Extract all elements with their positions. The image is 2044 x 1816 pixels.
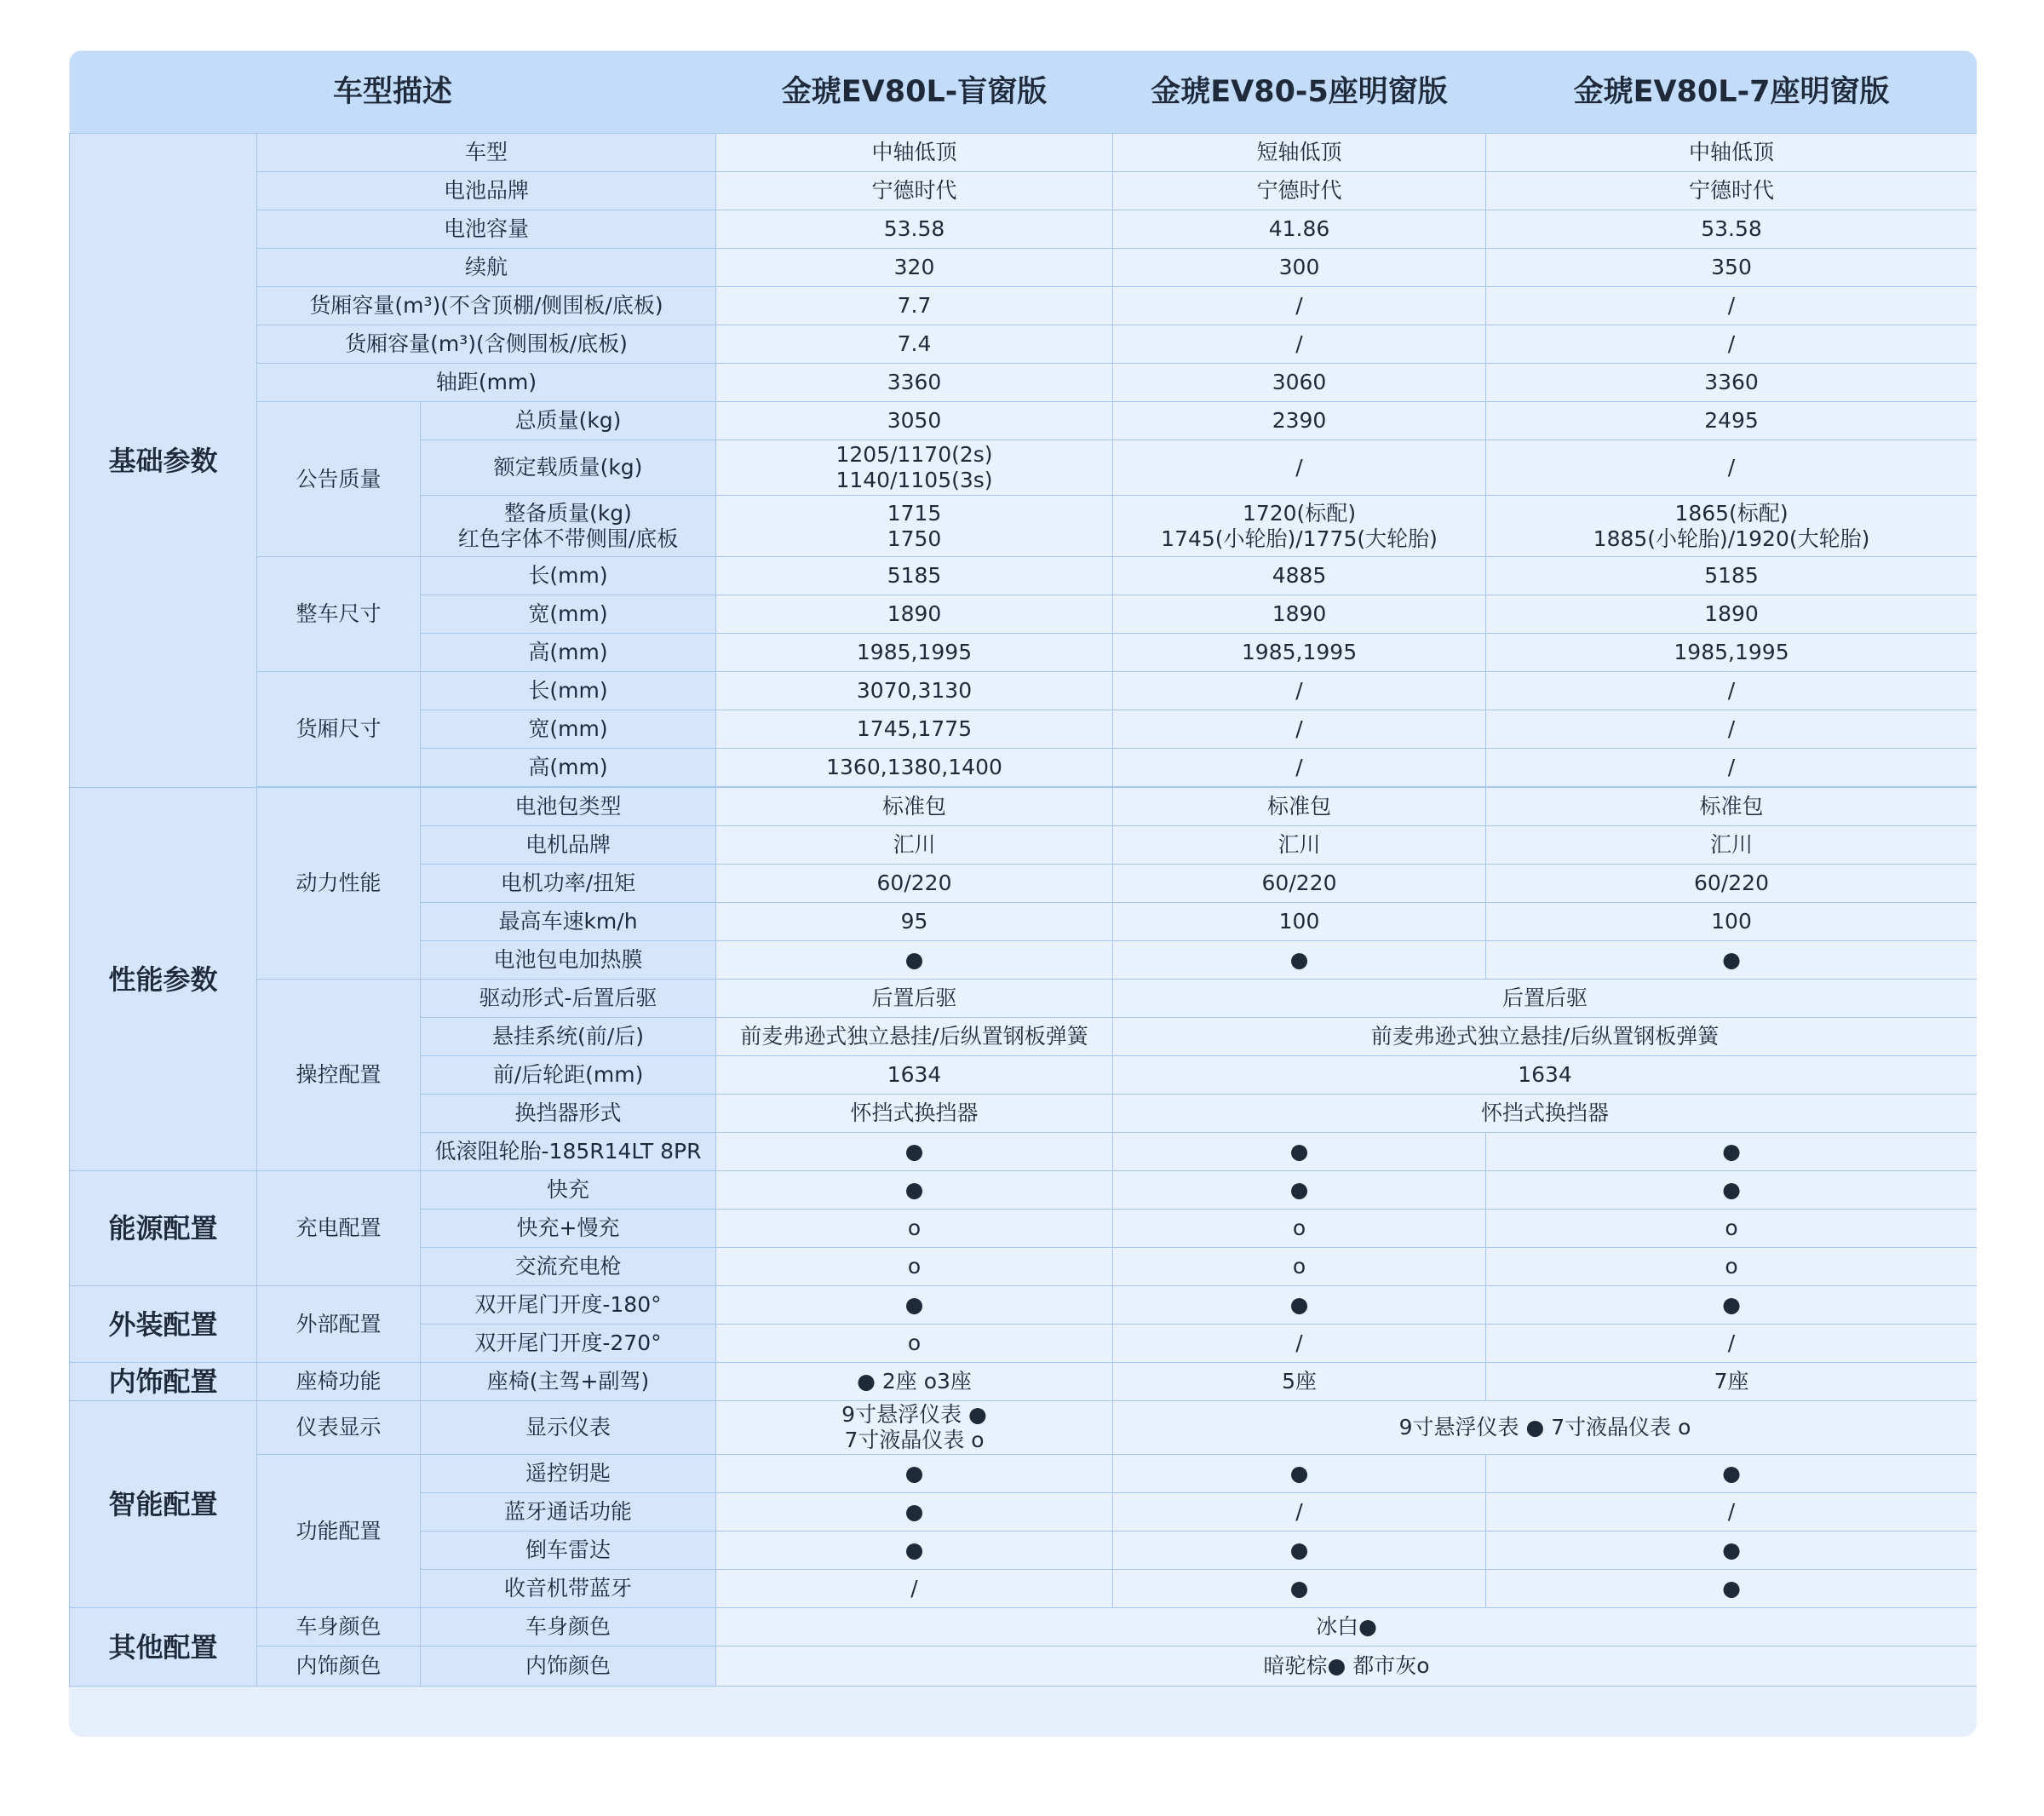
cell-value: / <box>716 1570 1113 1608</box>
cell-value: ● <box>1113 1570 1486 1608</box>
cell-value: 53.58 <box>716 210 1113 249</box>
row-label: 驱动形式-后置后驱 <box>421 980 716 1018</box>
cell-value: ● <box>1113 1286 1486 1325</box>
cell-value: 短轴低顶 <box>1113 134 1486 172</box>
cell-value: ● <box>1486 1455 1977 1493</box>
row-label: 快充 <box>421 1171 716 1210</box>
cell-value: o <box>716 1248 1113 1286</box>
cell-value: / <box>1486 672 1977 710</box>
cell-value: 怀挡式换挡器 <box>716 1095 1113 1133</box>
cell-value: 60/220 <box>1486 865 1977 903</box>
cell-value: 中轴低顶 <box>716 134 1113 172</box>
table-row <box>70 325 1978 364</box>
cell-value: 2390 <box>1113 402 1486 440</box>
row-label: 电机功率/扭矩 <box>421 865 716 903</box>
row-label: 前/后轮距(mm) <box>421 1056 716 1095</box>
row-label: 电机品牌 <box>421 826 716 865</box>
table-row <box>70 1401 1978 1455</box>
cell-value: / <box>1113 440 1486 496</box>
cell-value-merged: 怀挡式换挡器 <box>1113 1095 1977 1133</box>
row-label: 内饰颜色 <box>421 1646 716 1687</box>
cell-value: 1745,1775 <box>716 710 1113 749</box>
table-row <box>70 402 1978 440</box>
row-label: 最高车速km/h <box>421 903 716 941</box>
row-label: 宽(mm) <box>421 710 716 749</box>
cell-value: / <box>1113 1493 1486 1532</box>
row-label <box>421 496 716 557</box>
section-basic: 基础参数 <box>70 134 257 788</box>
cell-value: 1360,1380,1400 <box>716 749 1113 787</box>
table-row <box>70 1363 1978 1401</box>
label-line: 红色字体不带侧围/底板 <box>457 526 679 551</box>
row-label: 总质量(kg) <box>421 402 716 440</box>
row-label: 快充+慢充 <box>421 1210 716 1248</box>
cell-value: 7座 <box>1486 1363 1977 1401</box>
cell-value: / <box>1113 287 1486 325</box>
subgroup-instrument: 仪表显示 <box>257 1401 421 1455</box>
cell-value: 5185 <box>1486 557 1977 595</box>
row-label: 交流充电枪 <box>421 1248 716 1286</box>
cell-line: 9寸悬浮仪表 ● <box>841 1402 987 1427</box>
row-label: 低滚阻轮胎-185R14LT 8PR <box>421 1133 716 1171</box>
cell-value: o <box>1486 1248 1977 1286</box>
spec-table-container <box>69 50 1977 1737</box>
subgroup-seat-func: 座椅功能 <box>257 1363 421 1401</box>
cell-value: 4885 <box>1113 557 1486 595</box>
cell-value: ● <box>716 1493 1113 1532</box>
subgroup-power: 动力性能 <box>257 788 421 980</box>
table-row <box>70 134 1978 172</box>
section-energy: 能源配置 <box>70 1171 257 1286</box>
cell-value: 100 <box>1113 903 1486 941</box>
cell-value: 中轴低顶 <box>1486 134 1977 172</box>
subgroup-charging: 充电配置 <box>257 1171 421 1286</box>
cell-value: 3050 <box>716 402 1113 440</box>
cell-value <box>716 1401 1113 1455</box>
row-label: 双开尾门开度-180° <box>421 1286 716 1325</box>
table-row <box>70 788 1978 826</box>
subgroup-vehicle-dims: 整车尺寸 <box>257 557 421 672</box>
row-label: 轴距(mm) <box>257 364 716 402</box>
spec-table <box>69 50 1977 1687</box>
cell-value: ● 2座 o3座 <box>716 1363 1113 1401</box>
table-row <box>70 672 1978 710</box>
cell-value: o <box>1113 1210 1486 1248</box>
cell-line: 1140/1105(3s) <box>835 468 993 492</box>
cell-value: 5185 <box>716 557 1113 595</box>
cell-value-merged: 冰白● <box>716 1608 1977 1646</box>
row-label: 高(mm) <box>421 634 716 672</box>
table-row <box>70 1171 1978 1210</box>
cell-value: 5座 <box>1113 1363 1486 1401</box>
cell-line: 1205/1170(2s) <box>835 442 993 467</box>
cell-value: ● <box>1113 1455 1486 1493</box>
cell-value: / <box>1113 325 1486 364</box>
cell-value: 后置后驱 <box>716 980 1113 1018</box>
cell-value-merged: 暗驼棕● 都市灰o <box>716 1646 1977 1687</box>
row-label: 高(mm) <box>421 749 716 787</box>
row-label: 电池容量 <box>257 210 716 249</box>
cell-line: 1750 <box>887 526 942 551</box>
subgroup-body-color: 车身颜色 <box>257 1608 421 1646</box>
table-row <box>70 1455 1978 1493</box>
cell-value: 60/220 <box>716 865 1113 903</box>
row-label: 显示仪表 <box>421 1401 716 1455</box>
cell-value: ● <box>1486 1171 1977 1210</box>
cell-value-merged: 前麦弗逊式独立悬挂/后纵置钢板弹簧 <box>1113 1018 1977 1056</box>
cell-line: 7寸液晶仪表 o <box>844 1428 985 1452</box>
cell-value: 350 <box>1486 249 1977 287</box>
subgroup-announce-mass: 公告质量 <box>257 402 421 557</box>
table-row <box>70 1608 1978 1646</box>
cell-value: 53.58 <box>1486 210 1977 249</box>
table-row <box>70 172 1978 210</box>
cell-value: / <box>1486 287 1977 325</box>
cell-value: 7.4 <box>716 325 1113 364</box>
cell-value: 41.86 <box>1113 210 1486 249</box>
cell-value: o <box>716 1325 1113 1363</box>
cell-value: / <box>1113 672 1486 710</box>
table-row <box>70 287 1978 325</box>
row-label: 货厢容量(m³)(不含顶棚/侧围板/底板) <box>257 287 716 325</box>
row-label: 电池品牌 <box>257 172 716 210</box>
cell-line: 1720(标配) <box>1242 500 1357 526</box>
cell-value-merged: 1634 <box>1113 1056 1977 1095</box>
cell-value: / <box>1486 1325 1977 1363</box>
cell-value: / <box>1486 1493 1977 1532</box>
section-other: 其他配置 <box>70 1608 257 1687</box>
subgroup-external: 外部配置 <box>257 1286 421 1363</box>
table-row <box>70 980 1978 1018</box>
cell-value: ● <box>1113 941 1486 980</box>
cell-line: 1865(标配) <box>1674 500 1788 526</box>
subgroup-cargo-dims: 货厢尺寸 <box>257 672 421 787</box>
row-label: 悬挂系统(前/后) <box>421 1018 716 1056</box>
table-row <box>70 364 1978 402</box>
row-label: 货厢容量(m³)(含侧围板/底板) <box>257 325 716 364</box>
cell-value: 标准包 <box>1113 788 1486 826</box>
subgroup-handling: 操控配置 <box>257 980 421 1171</box>
cell-value: ● <box>1486 1133 1977 1171</box>
cell-value: 宁德时代 <box>1486 172 1977 210</box>
table-row <box>70 210 1978 249</box>
row-label: 换挡器形式 <box>421 1095 716 1133</box>
cell-value: 标准包 <box>1486 788 1977 826</box>
cell-value: ● <box>716 1455 1113 1493</box>
cell-value: 320 <box>716 249 1113 287</box>
cell-value: 3070,3130 <box>716 672 1113 710</box>
cell-value: 1985,1995 <box>1113 634 1486 672</box>
row-label: 遥控钥匙 <box>421 1455 716 1493</box>
row-label: 额定载质量(kg) <box>421 440 716 496</box>
cell-value: ● <box>716 1532 1113 1570</box>
row-label: 车型 <box>257 134 716 172</box>
cell-value-merged: 9寸悬浮仪表 ● 7寸液晶仪表 o <box>1113 1401 1977 1455</box>
cell-value <box>1486 496 1977 557</box>
cell-value: ● <box>716 941 1113 980</box>
cell-value: 1890 <box>1486 595 1977 634</box>
row-label: 蓝牙通话功能 <box>421 1493 716 1532</box>
cell-value: / <box>1486 710 1977 749</box>
cell-value: o <box>1113 1248 1486 1286</box>
cell-value: 宁德时代 <box>716 172 1113 210</box>
row-label: 倒车雷达 <box>421 1532 716 1570</box>
row-label: 双开尾门开度-270° <box>421 1325 716 1363</box>
cell-line: 1885(小轮胎)/1920(大轮胎) <box>1593 526 1870 551</box>
cell-value: 汇川 <box>1113 826 1486 865</box>
cell-value: ● <box>1113 1171 1486 1210</box>
cell-value: ● <box>716 1133 1113 1171</box>
cell-line: 1715 <box>887 500 942 526</box>
section-exterior: 外装配置 <box>70 1286 257 1363</box>
cell-value <box>716 440 1113 496</box>
cell-value: 95 <box>716 903 1113 941</box>
cell-value: / <box>1486 749 1977 787</box>
cell-value: 7.7 <box>716 287 1113 325</box>
section-performance: 性能参数 <box>70 788 257 1171</box>
cell-value: o <box>1486 1210 1977 1248</box>
cell-value: 汇川 <box>1486 826 1977 865</box>
cell-value: 60/220 <box>1113 865 1486 903</box>
subgroup-functions: 功能配置 <box>257 1455 421 1608</box>
cell-value: ● <box>1113 1133 1486 1171</box>
cell-value: / <box>1486 440 1977 496</box>
header-model-3: 金琥EV80L-7座明窗版 <box>1486 51 1977 134</box>
label-line: 整备质量(kg) <box>504 500 632 526</box>
section-interior: 内饰配置 <box>70 1363 257 1401</box>
cell-value: ● <box>716 1286 1113 1325</box>
cell-value: o <box>716 1210 1113 1248</box>
table-row <box>70 1286 1978 1325</box>
cell-line: 1745(小轮胎)/1775(大轮胎) <box>1161 526 1438 551</box>
cell-value: 1985,1995 <box>716 634 1113 672</box>
section-smart: 智能配置 <box>70 1401 257 1608</box>
cell-value: ● <box>1486 1570 1977 1608</box>
cell-value: 300 <box>1113 249 1486 287</box>
row-label: 续航 <box>257 249 716 287</box>
row-label: 电池包电加热膜 <box>421 941 716 980</box>
cell-value: ● <box>1113 1532 1486 1570</box>
header-model-2: 金琥EV80-5座明窗版 <box>1113 51 1486 134</box>
cell-value: 1634 <box>716 1056 1113 1095</box>
cell-value-merged: 后置后驱 <box>1113 980 1977 1018</box>
row-label: 车身颜色 <box>421 1608 716 1646</box>
cell-value: 100 <box>1486 903 1977 941</box>
row-label: 长(mm) <box>421 557 716 595</box>
cell-value: ● <box>1486 1532 1977 1570</box>
cell-value: ● <box>716 1171 1113 1210</box>
cell-value: 1890 <box>1113 595 1486 634</box>
subgroup-interior-color: 内饰颜色 <box>257 1646 421 1687</box>
cell-value: 3360 <box>1486 364 1977 402</box>
cell-value: 2495 <box>1486 402 1977 440</box>
cell-value: ● <box>1486 1286 1977 1325</box>
cell-value: ● <box>1486 941 1977 980</box>
cell-value <box>1113 496 1486 557</box>
cell-value: / <box>1113 749 1486 787</box>
row-label: 长(mm) <box>421 672 716 710</box>
cell-value: 标准包 <box>716 788 1113 826</box>
row-label: 电池包类型 <box>421 788 716 826</box>
cell-value: 3360 <box>716 364 1113 402</box>
table-row <box>70 1646 1978 1687</box>
cell-value: 宁德时代 <box>1113 172 1486 210</box>
header-model-1: 金琥EV80L-盲窗版 <box>716 51 1113 134</box>
cell-value: / <box>1486 325 1977 364</box>
table-row <box>70 249 1978 287</box>
table-row <box>70 557 1978 595</box>
header-model-desc: 车型描述 <box>70 51 716 134</box>
cell-value <box>716 496 1113 557</box>
cell-value: 1985,1995 <box>1486 634 1977 672</box>
cell-value: 汇川 <box>716 826 1113 865</box>
cell-value: 1890 <box>716 595 1113 634</box>
header-row <box>70 51 1978 134</box>
cell-value: 前麦弗逊式独立悬挂/后纵置钢板弹簧 <box>716 1018 1113 1056</box>
row-label: 宽(mm) <box>421 595 716 634</box>
row-label: 座椅(主驾+副驾) <box>421 1363 716 1401</box>
cell-value: / <box>1113 710 1486 749</box>
cell-value: / <box>1113 1325 1486 1363</box>
row-label: 收音机带蓝牙 <box>421 1570 716 1608</box>
cell-value: 3060 <box>1113 364 1486 402</box>
